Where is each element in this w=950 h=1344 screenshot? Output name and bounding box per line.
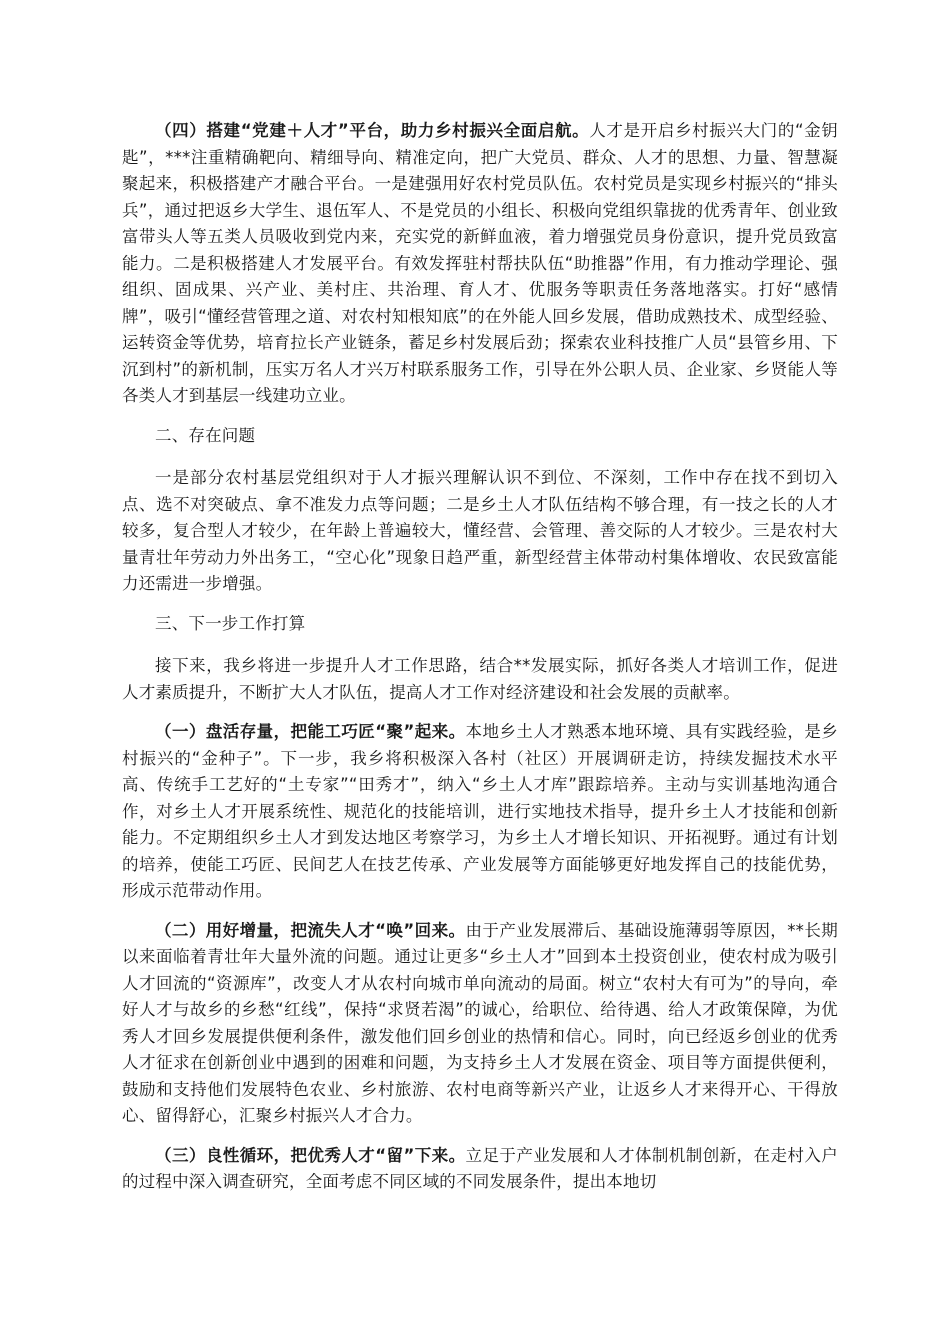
step-two-lead: （二）用好增量，把流失人才“唤”回来。 — [155, 920, 466, 940]
section-four-body: 人才是开启乡村振兴大门的“金钥匙”，***注重精确靶向、精细导向、精准定向，把广大党员、群众、人才的思想、力量、智慧凝聚起来，积极搭建产才融合平台。一是建强用好农村党员队伍。农村党员是实现乡村振兴的“排头兵”，通过把返乡大学生、退伍军人、不是党员的小组长、积极向党组织靠拢的优秀青年、创业致富带头人等五类人员吸收到党内来，充实党的新鲜血液，着力增强党员身份意识，提升党员致富能力。二是积极搭建人才发展平台。有效发挥驻村帮扶队伍“助推器”作用，有力推动学理论、强组织、固成果、兴产业、美村庄、共治理、育人才、优服务等职责任务落地落实。打好“感情牌”，吸引“懂经营管理之道、对农村知根知底”的在外能人回乡发展，借助成熟技术、成型经验、运转资金等优势，培育拉长产业链条，蓄足乡村发展后劲；探索农业科技推广人员“县管乡用、下沉到村”的新机制，压实万名人才兴万村联系服务工作，引导在外公职人员、企业家、乡贤能人等各类人才到基层一线建功立业。 — [122, 121, 838, 405]
paragraph-section-four — [122, 118, 838, 410]
section-four-lead: （四）搭建“党建＋人才”平台，助力乡村振兴全面启航。 — [155, 121, 590, 140]
paragraph-step-one — [122, 719, 838, 905]
paragraph-step-three — [122, 1143, 838, 1196]
step-three-lead: （三）良性循环，把优秀人才“留”下来。 — [155, 1145, 466, 1165]
document-page — [122, 118, 838, 1209]
heading-next-steps: 三、下一步工作打算 — [155, 613, 306, 633]
step-three-body: 立足于产业发展和人才体制机制创新，在走村入户的过程中深入调查研究，全面考虑不同区域的不同发展条件，提出本地切 — [122, 1145, 838, 1191]
step-two-body: 由于产业发展滞后、基础设施薄弱等原因，**长期以来面临着青壮年大量外流的问题。通过让更多“乡土人才”回到本土投资创业，使农村成为吸引人才回流的“资源库”，改变人才从农村向城市单向流动的局面。树立“农村大有可为”的导向，牵好人才与故乡的乡愁“红线”，保持“求贤若渴”的诚心，给职位、给待遇、给人才政策保障，为优秀人才回乡发展提供便利条件，激发他们回乡创业的热情和信心。同时，向已经返乡创业的优秀人才征求在创新创业中遇到的困难和问题，为支持乡土人才发展在资金、项目等方面提供便利，鼓励和支持他们发展特色农业、乡村旅游、农村电商等新兴产业，让返乡人才来得开心、干得放心、留得舒心，汇聚乡村振兴人才合力。 — [122, 920, 838, 1125]
paragraph-next-steps-intro: 接下来，我乡将进一步提升人才工作思路，结合**发展实际，抓好各类人才培训工作，促进人才素质提升，不断扩大人才队伍，提高人才工作对经济建设和社会发展的贡献率。 — [122, 656, 838, 702]
step-one-body: 本地乡土人才熟悉本地环境、具有实践经验，是乡村振兴的“金种子”。下一步，我乡将积极深入各村（社区）开展调研走访，持续发掘技术水平高、传统手工艺好的“土专家”“田秀才”，纳入“乡土人才库”跟踪培养。主动与实训基地沟通合作，对乡土人才开展系统性、规范化的技能培训，进行实地技术指导，提升乡土人才技能和创新能力。不定期组织乡土人才到发达地区考察学习，为乡土人才增长知识、开拓视野。通过有计划的培养，使能工巧匠、民间艺人在技艺传承、产业发展等方面能够更好地发挥自己的技能优势，形成示范带动作用。 — [122, 722, 838, 900]
paragraph-step-two — [122, 918, 838, 1130]
heading-existing-problems: 二、存在问题 — [155, 425, 256, 445]
paragraph-problems: 一是部分农村基层党组织对于人才振兴理解认识不到位、不深刻，工作中存在找不到切入点、选不对突破点、拿不准发力点等问题；二是乡土人才队伍结构不够合理，有一技之长的人才较多，复合型人才较少，在年龄上普遍较大，懂经营、会管理、善交际的人才较少。三是农村大量青壮年劳动力外出务工，“空心化”现象日趋严重，新型经营主体带动村集体增收、农民致富能力还需进一步增强。 — [122, 468, 838, 593]
step-one-lead: （一）盘活存量，把能工巧匠“聚”起来。 — [155, 722, 466, 741]
